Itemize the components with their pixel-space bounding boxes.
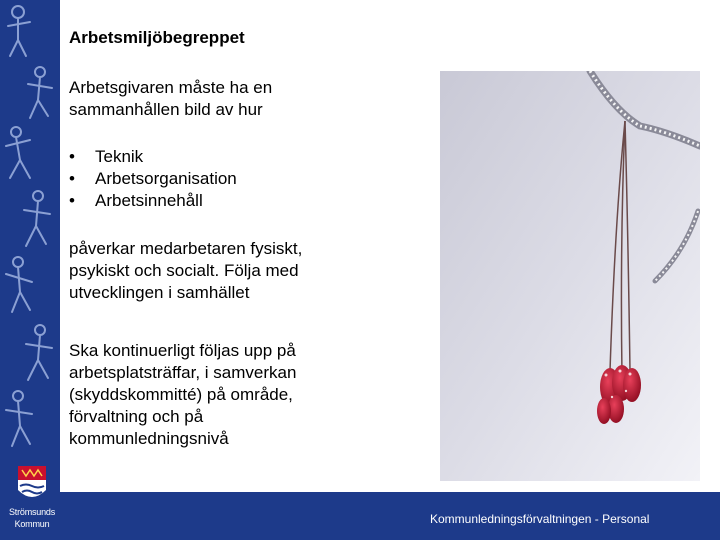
followup-line: arbetsplatsträffar, i samverkan — [69, 363, 297, 382]
bullet-item — [69, 168, 237, 190]
bullet-item — [69, 146, 237, 168]
intro-line: Arbetsgivaren måste ha en — [69, 78, 273, 97]
logo-name-line1: Strömsunds — [8, 507, 56, 517]
bullet-list — [69, 146, 237, 212]
bullet-item — [69, 190, 237, 212]
slide-title: Arbetsmiljöbegreppet — [69, 28, 245, 47]
sidebar — [0, 0, 60, 540]
followup-line: Ska kontinuerligt följas upp på — [69, 341, 296, 360]
intro-line: sammanhållen bild av hur — [69, 100, 263, 119]
bullet-symbol: • — [69, 169, 75, 188]
effect-line: psykiskt och socialt. Följa med — [69, 261, 299, 280]
people-figures-illustration — [0, 0, 60, 460]
bullet-text: Arbetsinnehåll — [95, 191, 203, 210]
effect-line: utvecklingen i samhället — [69, 283, 250, 302]
footer-text: Kommunledningsförvaltningen - Personal — [430, 512, 650, 526]
followup-paragraph — [69, 340, 369, 450]
coat-of-arms-icon — [0, 462, 60, 510]
followup-line: kommunledningsnivå — [69, 429, 229, 448]
followup-line: (skyddskommitté) på område, — [69, 385, 293, 404]
bullet-text: Teknik — [95, 147, 144, 166]
frosted-berries-photo — [440, 71, 700, 481]
bullet-text: Arbetsorganisation — [95, 169, 237, 188]
effect-line: påverkar medarbetaren fysiskt, — [69, 239, 303, 258]
bullet-symbol: • — [69, 191, 75, 210]
logo-name-line2: Kommun — [14, 519, 50, 529]
intro-paragraph — [69, 77, 369, 121]
municipality-logo — [0, 462, 60, 540]
bullet-symbol: • — [69, 147, 75, 166]
followup-line: förvaltning och på — [69, 407, 204, 426]
effect-paragraph — [69, 238, 369, 304]
